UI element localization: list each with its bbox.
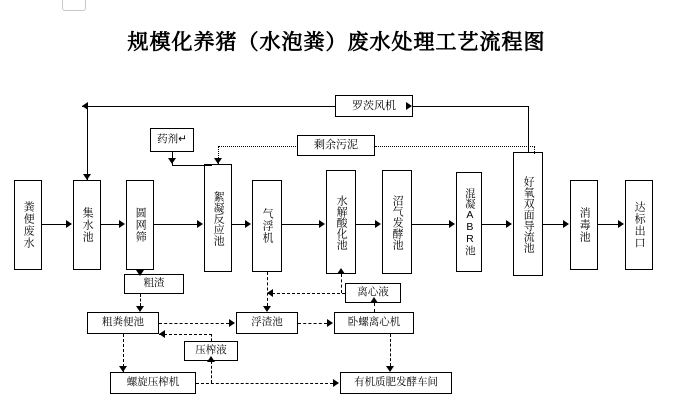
arrowhead-fuzha-woluo	[327, 319, 333, 327]
node-jishuichi: 集水池	[73, 180, 101, 270]
node-woluo-lixinji: 卧螺离心机	[334, 312, 414, 334]
edge-abr-to-haoyang	[482, 224, 506, 225]
edge-woluo-down-to-youji	[390, 334, 391, 366]
node-xiaoduchi: 消毒池	[570, 180, 598, 270]
edge-fenbian-to-jishui	[42, 224, 66, 225]
node-yazhaye: 压榨液	[184, 341, 238, 361]
edge-xuning-to-qifu	[232, 224, 245, 225]
node-yaoji: 药剂↵	[150, 128, 194, 152]
arrowhead-cufen-luoxuan	[119, 366, 127, 372]
edge-luoxuan-to-youji	[196, 383, 333, 384]
node-abr-chi: 混凝ABR池	[456, 172, 482, 272]
arrowhead-abr-haoyang	[506, 220, 512, 228]
arrowhead-cufen-fuzha	[229, 319, 235, 327]
edge-lixinye-up-branch	[341, 274, 342, 293]
edge-shengyu-right-seg	[375, 146, 535, 147]
arrowhead-woluo-youji	[386, 366, 394, 372]
arrowhead-haoyang-xiaodu	[563, 220, 569, 228]
edge-zhaoqi-to-abr	[412, 224, 449, 225]
arrowhead-fenbian-jishui	[66, 220, 72, 228]
node-qifuji: 气浮机	[252, 180, 282, 272]
node-cufen-bianchi: 粗粪便池	[87, 312, 159, 334]
node-fenbian-feishui: 粪便废水	[14, 180, 42, 270]
arrowhead-fengji-to-right	[406, 102, 412, 110]
edge-yazhaye-down	[211, 361, 212, 383]
edge-cufen-to-fuzha	[159, 323, 229, 324]
arrowhead-lixinye-left	[267, 289, 273, 297]
edge-fuzha-to-woluo	[298, 323, 327, 324]
edge-yuanwang-to-xuning	[154, 224, 197, 225]
edge-yazhaye-top-conn	[159, 334, 212, 335]
arrowhead-xiaodu-dabiao	[618, 220, 624, 228]
arrowhead-yuanwang-cuzha	[136, 270, 144, 276]
edge-fengji-left-segment	[82, 106, 335, 107]
arrowhead-woluo-lixinye	[370, 297, 378, 303]
node-luocifengji: 罗茨风机	[335, 95, 413, 117]
node-zhaoqi-fajiaochi: 沼气发酵池	[382, 170, 412, 274]
edge-fengji-right-segment	[413, 106, 529, 107]
node-cuzha: 粗渣	[124, 274, 184, 294]
edge-cuzha-to-cufen	[140, 294, 141, 306]
edge-fengji-down-to-jishui	[87, 106, 88, 180]
arrowhead-yuanwang-xuning	[197, 220, 203, 228]
arrowhead-qifu-fuzha	[263, 306, 271, 312]
arrowhead-yazhaye-from-luoxuan	[207, 356, 215, 362]
arrowhead-cuzha-cufen	[136, 306, 144, 312]
node-yuanwangshai: 圆网筛	[126, 180, 154, 270]
arrowhead-luoxuan-youji	[333, 379, 339, 387]
window-tab-corner	[62, 0, 86, 11]
edge-shengyu-up-from-haoyang	[534, 146, 535, 154]
node-xuning-fanyingchi: 絮凝反应池	[204, 164, 232, 272]
edge-shuijie-to-zhaoqi	[356, 224, 375, 225]
arrowhead-yazhaye-to-cufen	[159, 330, 165, 338]
node-shuijie-suanhuachi: 水解酸化池	[326, 170, 356, 274]
arrowhead-yaoji-xuning	[168, 158, 176, 164]
edge-yaoji-right	[172, 165, 212, 166]
node-lixinye: 离心液	[345, 283, 401, 303]
edge-yazhaye-up	[211, 334, 212, 341]
edge-shengyu-left-seg	[218, 146, 298, 147]
arrowhead-zhaoqi-abr	[449, 220, 455, 228]
page-title: 规模化养猪（水泡粪）废水处理工艺流程图	[127, 30, 546, 54]
node-shengyu-wuni: 剩余污泥	[297, 135, 375, 156]
edge-haoyang-to-xiaodu	[543, 224, 563, 225]
node-haoyang-daoliuchi: 好氧双面导流池	[513, 152, 543, 276]
arrowhead-xuning-qifu	[245, 220, 251, 228]
edge-woluo-up-to-lixinye	[374, 303, 375, 312]
node-youjizhi-fajiao: 有机质肥发酵车间	[340, 372, 452, 394]
arrowhead-lixinye-up	[337, 268, 345, 274]
arrowhead-fengji-jishui	[83, 174, 91, 180]
edge-jishui-to-yuanwang	[101, 224, 119, 225]
node-fuzhachi: 浮渣池	[236, 312, 298, 334]
edge-lixinye-left	[267, 293, 345, 294]
arrowhead-qifu-shuijie	[319, 220, 325, 228]
edge-qifu-to-shuijie	[282, 224, 319, 225]
arrowhead-jishui-yuanwang	[119, 220, 125, 228]
node-luoxuan-yazhaji: 螺旋压榨机	[110, 372, 196, 394]
arrowhead-shuijie-zhaoqi	[375, 220, 381, 228]
edge-xiaodu-to-dabiao	[598, 224, 618, 225]
arrowhead-shengyu-xuning	[214, 158, 222, 164]
node-dabiao-chukou: 达标出口	[625, 180, 653, 270]
